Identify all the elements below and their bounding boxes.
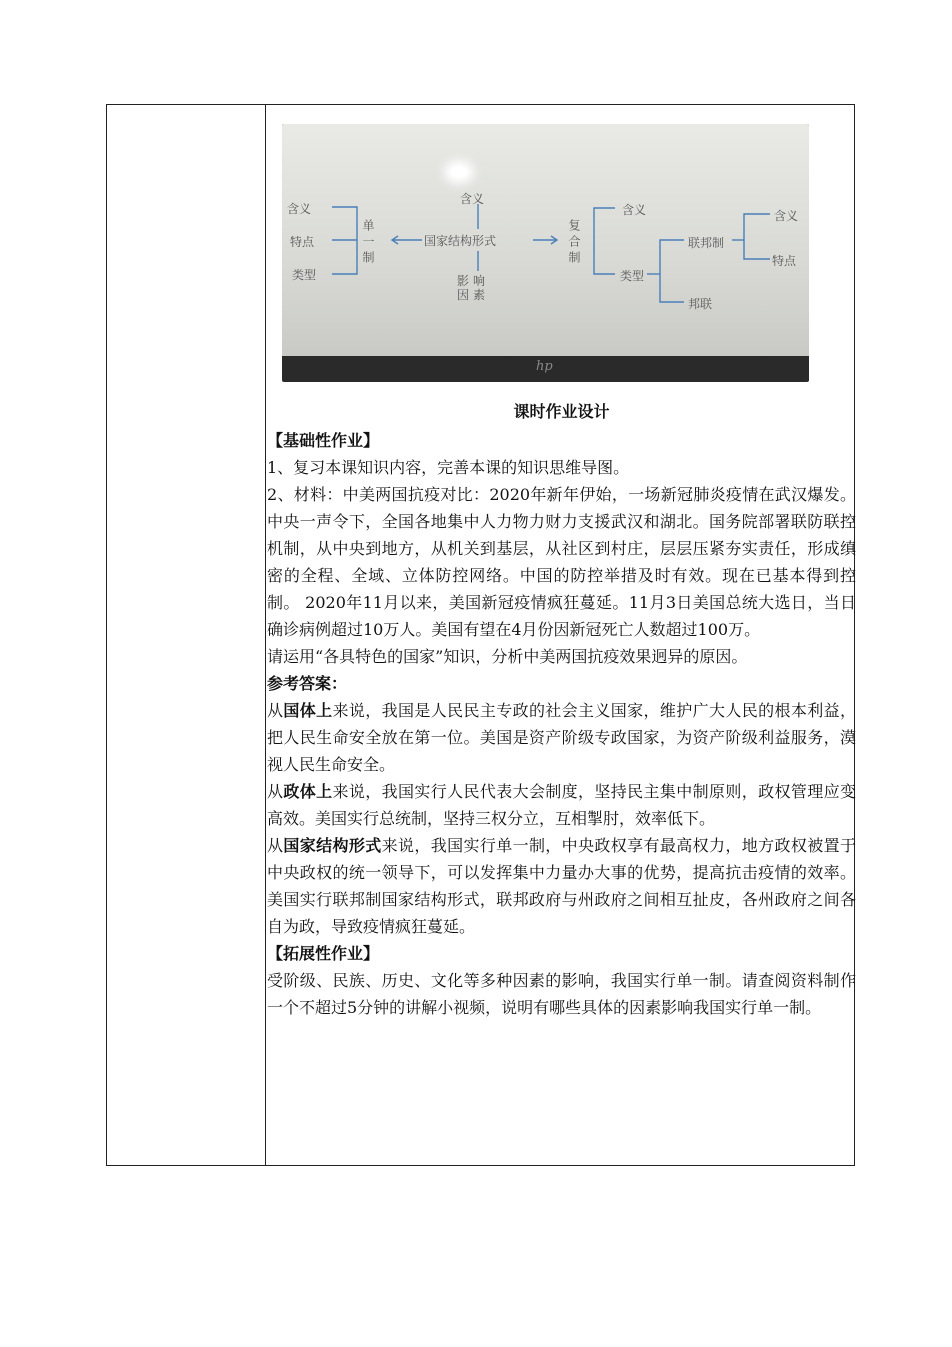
question-2: 2、材料：中美两国抗疫对比：2020年新年伊始，一场新冠肺炎疫情在武汉爆发。中央一声令下，全国各地集中人力物力财力支援武汉和湖北。国务院部署联防联控机制，从中央到地方，从机关到基层，从社区到村庄，层层压紧夯实责任，形成缜密的全程、全域、立体防控网络。中国的防控举措及时有效。现在已基本得到控制。 2020年11月以来，美国新冠疫情疯狂蔓延。11月3日美国总统大选日，当日确诊病例超过10万人。美国有望在4月份因新冠死亡人数超过100万。 bbox=[267, 485, 856, 639]
answer-2: 从政体上来说，我国实行人民代表大会制度，坚持民主集中制原则，政权管理应变高效。美国实行总统制，坚持三权分立，互相掣肘，效率低下。 bbox=[267, 782, 856, 828]
question-2-prompt: 请运用“各具特色的国家”知识，分析中美两国抗疫效果迥异的原因。 bbox=[267, 647, 748, 666]
question-1: 1、复习本课知识内容，完善本课的知识思维导图。 bbox=[267, 458, 630, 477]
light-glare bbox=[450, 166, 468, 178]
extension-heading: 【拓展性作业】 bbox=[267, 944, 380, 963]
homework-content bbox=[267, 397, 856, 1021]
mindmap-federal: 联邦制 bbox=[688, 236, 725, 250]
mindmap-federal-item-2: 特点 bbox=[772, 254, 797, 268]
mindmap-photo bbox=[282, 124, 809, 382]
mindmap-federal-item-1: 含义 bbox=[774, 209, 799, 223]
mindmap-right-branch: 复合制 bbox=[567, 219, 581, 267]
basic-heading: 【基础性作业】 bbox=[267, 431, 380, 450]
mindmap-screen bbox=[282, 124, 809, 356]
answer-1: 从国体上来说，我国是人民民主专政的社会主义国家，维护广大人民的根本利益，把人民生命安全放在第一位。美国是资产阶级专政国家，为资产阶级利益服务，漠视人民生命安全。 bbox=[267, 701, 856, 774]
mindmap-right-item-2: 类型 bbox=[620, 269, 645, 283]
mindmap-left-item-3: 类型 bbox=[292, 268, 317, 282]
extension-text: 受阶级、民族、历史、文化等多种因素的影响，我国实行单一制。请查阅资料制作一个不超过5分钟的讲解小视频，说明有哪些具体的因素影响我国实行单一制。 bbox=[267, 971, 856, 1017]
mindmap-right-item-1: 含义 bbox=[622, 203, 647, 217]
mindmap-left-item-2: 特点 bbox=[290, 235, 315, 249]
mindmap-left-item-1: 含义 bbox=[287, 202, 312, 216]
mindmap-confederation: 邦联 bbox=[688, 297, 713, 311]
mindmap-bottom-node: 影响因素 bbox=[457, 274, 490, 302]
mindmap-left-branch: 单一制 bbox=[361, 219, 375, 267]
homework-table bbox=[106, 104, 855, 1166]
laptop-logo: hp bbox=[536, 359, 553, 374]
mindmap-center-node: 国家结构形式 bbox=[424, 234, 497, 248]
answer-heading: 参考答案： bbox=[267, 674, 348, 693]
left-column-cell bbox=[107, 105, 266, 1165]
doc-title: 课时作业设计 bbox=[513, 402, 610, 421]
mindmap-top-node: 含义 bbox=[460, 192, 485, 206]
answer-3: 从国家结构形式来说，我国实行单一制，中央政权享有最高权力，地方政权被置于中央政权的统一领导下，可以发挥集中力量办大事的优势，提高抗击疫情的效率。美国实行联邦制国家结构形式，联邦政府与州政府之间相互扯皮，各州政府之间各自为政，导致疫情疯狂蔓延。 bbox=[267, 836, 856, 936]
